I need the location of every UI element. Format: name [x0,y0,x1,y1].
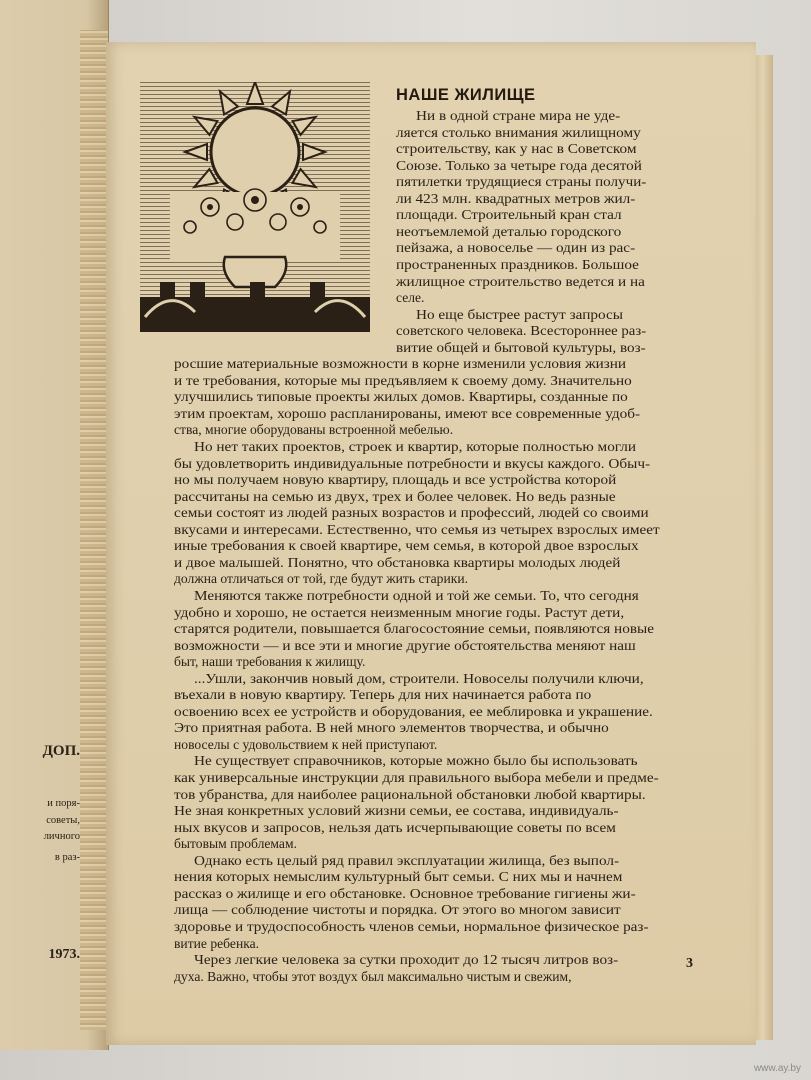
text-line: Но еще быстрее растут запросы [416,306,623,322]
left-fragment: личного [43,831,80,842]
text-line: рассказ о жилище и его обстановке. Основное требование гигиены жи- [174,885,636,901]
book-page [106,42,756,1045]
text-line: лища — соблюдение чистоты и порядка. От этого во многом зависит [174,902,621,918]
text-line: возможности — и все эти и многие другие обстоятельства меняют наш [174,637,636,653]
sun-flower-vase-illustration [140,82,370,332]
text-line: бы удовлетворить индивидуальные потребности и вкусы каждого. Обыч- [174,455,651,471]
text-line: витие общей и бытовой культуры, воз- [396,339,646,355]
text-line: селе. [396,290,425,306]
text-line: улучшились типовые проекты жилых домов. Квартиры, созданные по [174,389,628,405]
text-line: удобно и хорошо, не остается неизменным многие годы. Растут дети, [174,604,625,620]
text-line: но мы получаем новую квартиру, площадь и все устройства которой [174,472,617,488]
text-line: здоровье и трудоспособность членов семьи, нормальное физическое раз- [174,918,649,934]
text-line: ства, многие оборудованы встроенной мебелью. [174,422,454,438]
left-fragment: ДОП. [42,743,80,759]
text-line: неотъемлемой деталью городского [396,223,622,239]
text-line: и двое малышей. Понятно, что обстановка квартиры молодых людей [174,554,621,570]
text-line: Не существует справочников, которые можно было бы использовать [194,753,638,769]
text-line: росшие материальные возможности в корне изменили условия жизни [174,356,627,372]
page-title: НАШЕ ЖИЛИЩЕ [396,86,536,104]
text-line: площади. Строительный кран стал [396,207,622,223]
text-line: Но нет таких проектов, строек и квартир, которые полностью могли [194,439,637,454]
text-line: иные требования к своей квартире, чем семья, в которой двое взрослых [174,538,639,554]
text-line: Через легкие человека за сутки проходит до 12 тысяч литров воз- [194,952,619,968]
text-line: Не зная конкретных условий жизни семьи, ее состава, индивидуаль- [174,803,619,819]
watermark: www.ay.by [753,1063,801,1074]
left-fragment: и поря- [47,798,80,809]
text-line: советского человека. Всестороннее раз- [396,323,647,339]
text-line: въехали в новую квартиру. Теперь для них начинается работа по [174,687,592,703]
text-line: и те требования, которые мы предъявляем к своему дому. Значительно [174,372,632,388]
text-line: Однако есть целый ряд правил эксплуатации жилища, без выпол- [194,852,620,868]
text-line: как универсальные инструкции для правильного выбора мебели и предме- [174,770,659,785]
text-line: жилищное строительство ведется и на [396,273,645,289]
text-line: Это приятная работа. В ней много элементов творчества, и обычно [174,720,609,736]
text-line: Меняются также потребности одной и той же семьи. То, что сегодня [194,587,639,603]
text-line: бытовым проблемам. [174,836,297,852]
text-line: должна отличаться от той, где будут жить старики. [174,571,468,587]
text-line: строительству, как у нас в Советском [396,141,637,157]
text-line: этим проектам, хорошо распланированы, имеют все современные удоб- [174,405,641,421]
page-number: 3 [686,956,693,971]
text-line: быт, наши требования к жилищу. [174,654,366,670]
text-line: освоению всех ее устройств и оборудования, ее меблировка и украшение. [174,703,653,719]
text-line: витие ребенка. [174,935,260,951]
left-fragment: в раз- [54,852,80,863]
text-line: ...Ушли, закончив новый дом, строители. Новоселы получили ключи, [194,670,644,686]
text-line: старятся родители, повышается благосостояние семьи, появляются новые [174,621,654,637]
left-fragment: 1973. [48,947,80,962]
text-line: ляется столько внимания жилищному [396,124,641,140]
text-line: тов убранства, для наиболее рациональной обстановки любой квартиры. [174,786,646,802]
left-fragment: советы, [46,815,80,826]
text-line: пейзажа, а новоселье — один из рас- [396,240,636,256]
text-line: семьи состоят из людей разных возрастов и профессий, людей со своими [174,505,649,521]
left-page-spine [80,30,109,1030]
text-line: новоселы с удовольствием к ней приступают. [174,736,438,752]
text-line: Ни в одной стране мира не уде- [416,108,621,123]
text-line: пятилетки трудящиеся страны получи- [396,174,647,190]
text-line: рассчитаны на семью из двух, трех и более человек. Но ведь разные [174,488,616,504]
text-line: нения которых немыслим культурный быт семьи. С них мы и начнем [174,869,623,885]
text-line: пространенных праздников. Большое [396,256,639,272]
text-line: вкусами и интересами. Естественно, что семья из четырех взрослых имеет [174,521,660,537]
text-line: Союзе. Только за четыре года десятой [396,157,642,173]
text-line: ных вкусов и запросов, нельзя дать исчерпывающие советы по всем [174,819,616,835]
left-page [0,0,109,1050]
text-line: ли 423 млн. квадратных метров жил- [396,190,636,206]
text-line: духа. Важно, чтобы этот воздух был максимально чистым и свежим, [174,968,572,984]
